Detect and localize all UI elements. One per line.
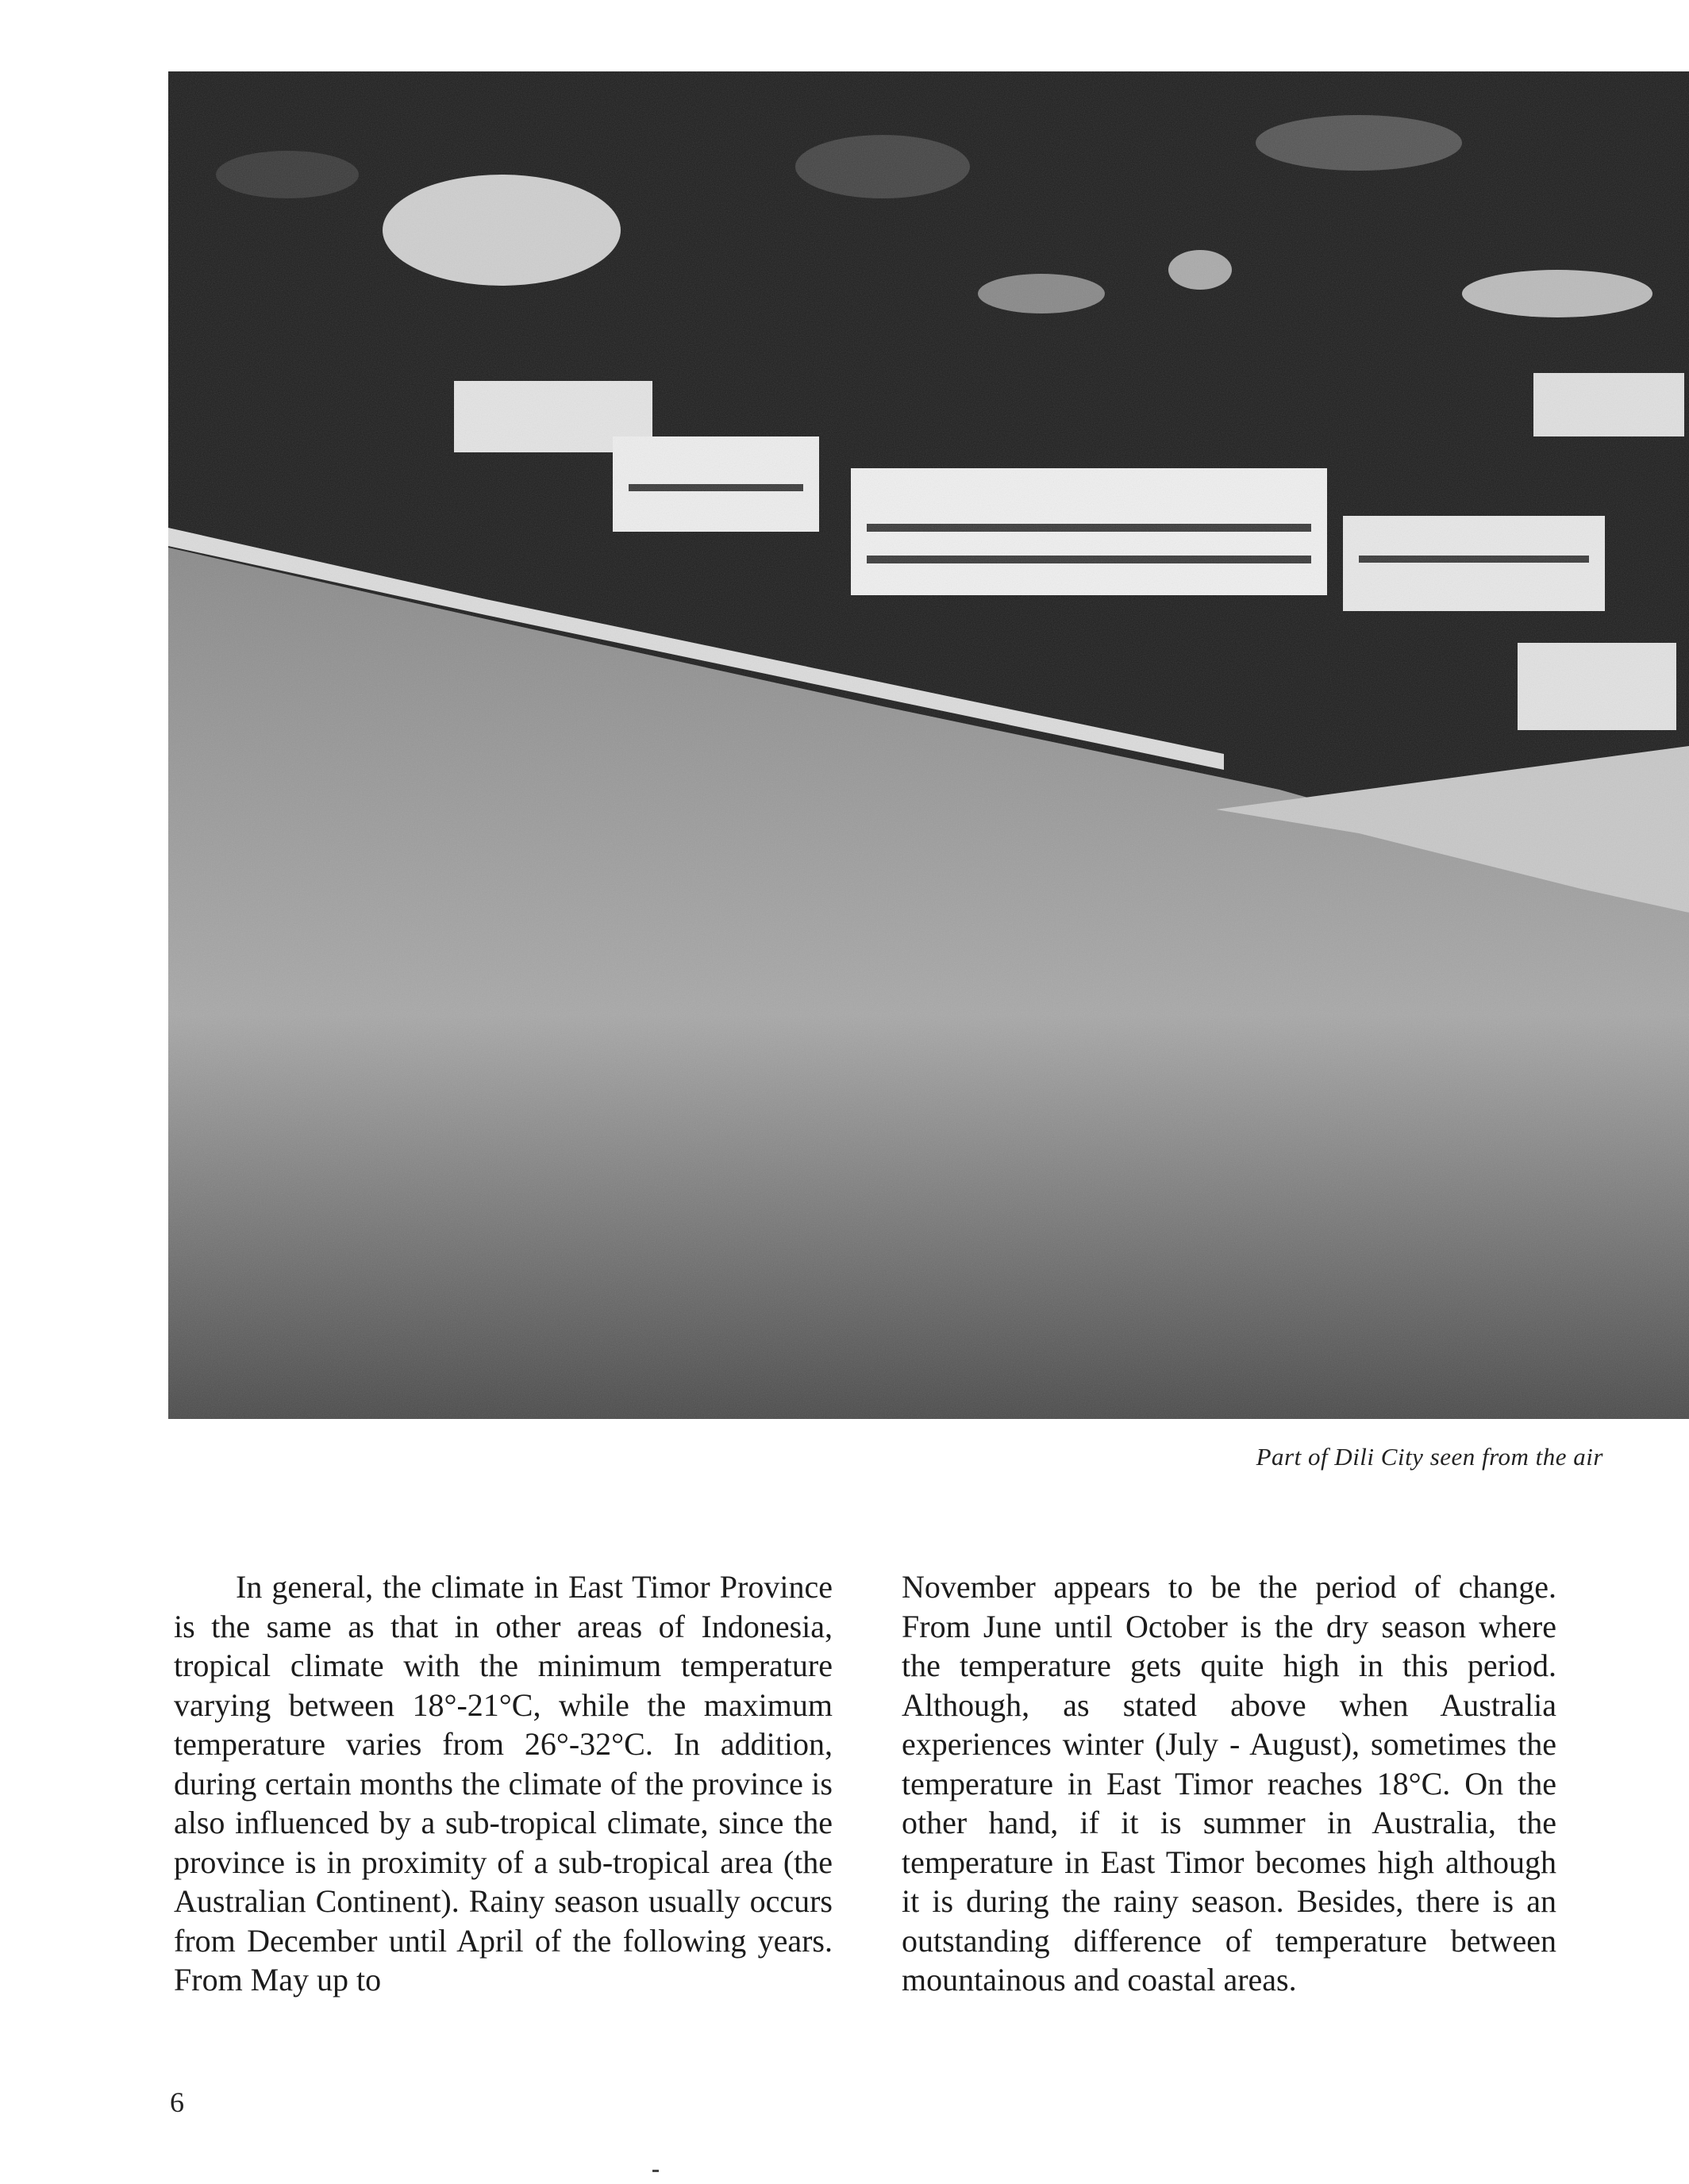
body-column-left — [174, 1567, 833, 2000]
body-paragraph: In general, the climate in East Timor Province is the same as that in other areas of Indonesia, tropical climate with the minimum temperature varying between 18°-21°C, while the maximum temperature varies from 26°-32°C. In addition, during certain months the climate of the province is also influenced by a sub-tropical climate, since the province is in proximity of a sub-tropical area (the Australian Continent). Rainy season usually occurs from December until April of the following years. From May up to — [174, 1569, 833, 1998]
body-column-right — [902, 1567, 1556, 2000]
page-number: 6 — [170, 2086, 184, 2118]
body-paragraph: November appears to be the period of change. From June until October is the dry season where the temperature gets quite high in this period. Although, as stated above when Australia experiences winter (July - August), sometimes the temperature in East Timor reaches 18°C. On the other hand, if it is summer in Australia, the temperature in East Timor becomes high although it is during the rainy season. Besides, there is an outstanding difference of temperature between mountainous and coastal areas. — [902, 1569, 1556, 1998]
print-speck — [652, 2170, 659, 2172]
aerial-photo — [168, 71, 1689, 1419]
photo-caption: Part of Dili City seen from the air — [1256, 1443, 1603, 1471]
